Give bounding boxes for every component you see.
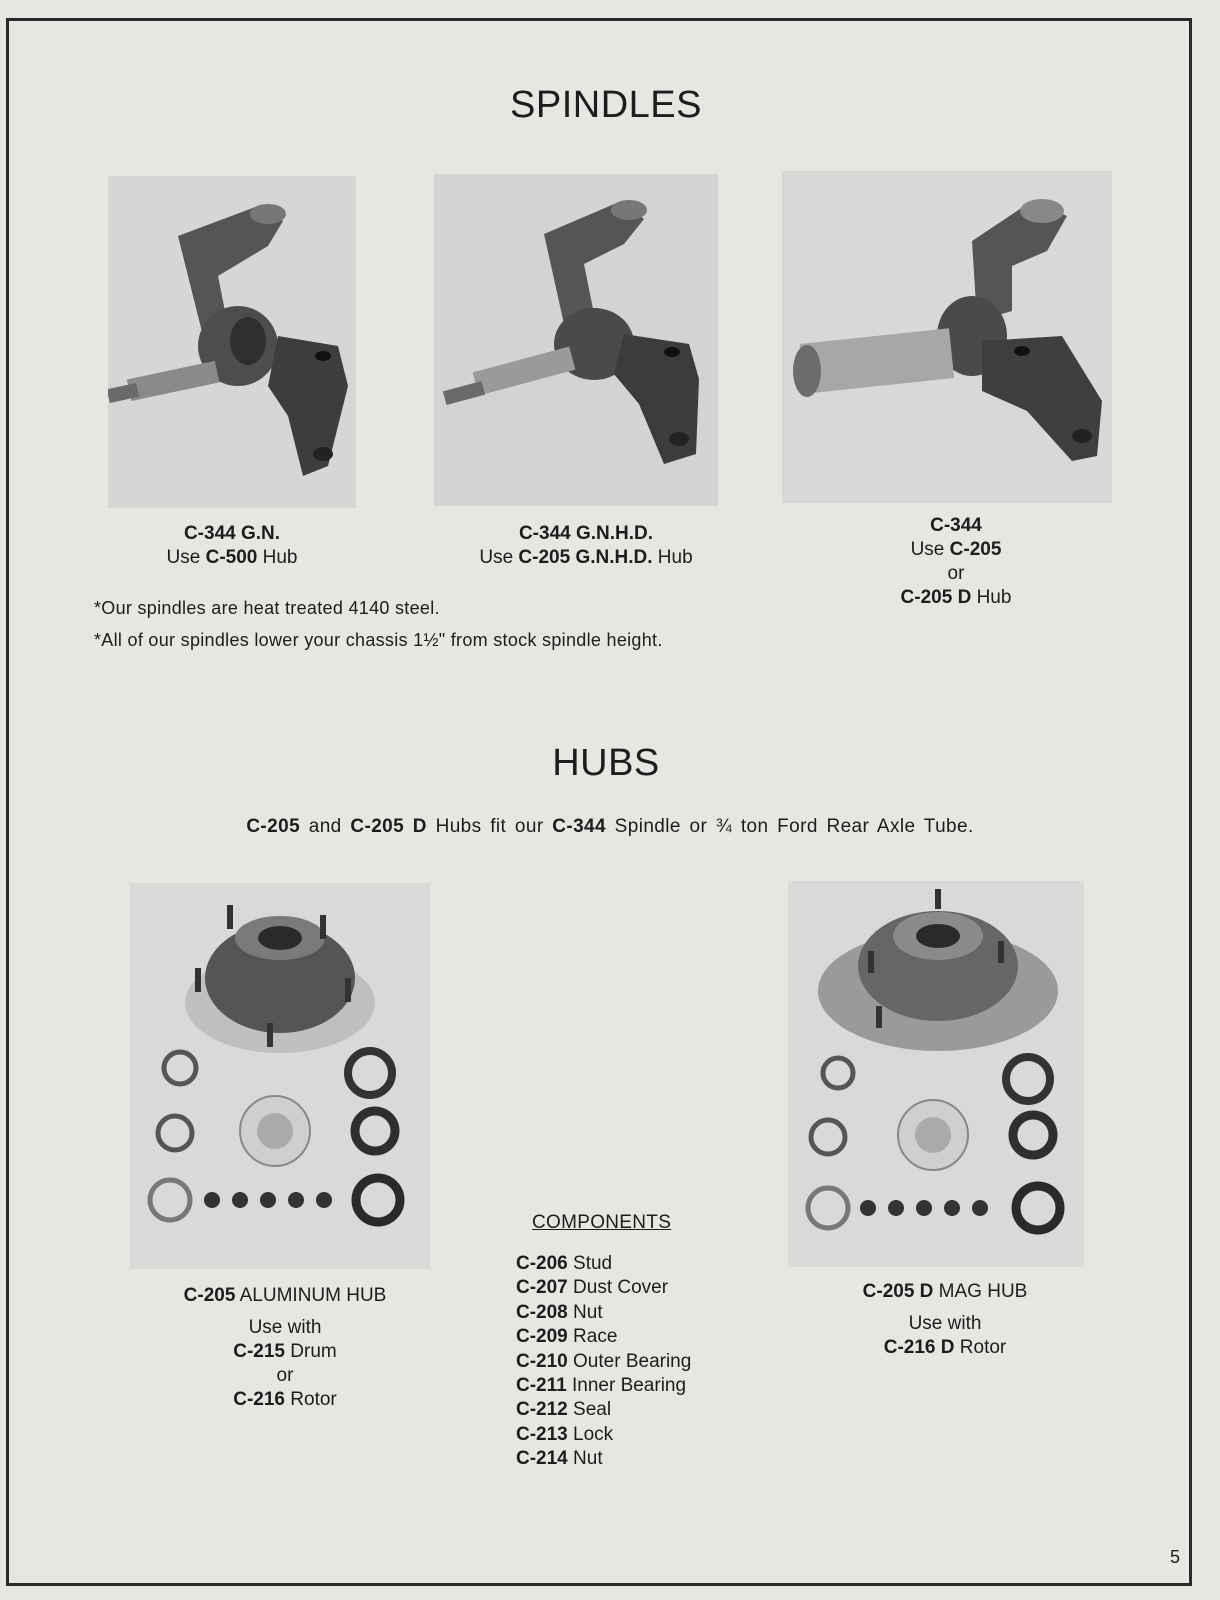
mag-hub-photo [788,881,1084,1267]
list-item: C-214 Nut [516,1448,603,1470]
hubs-title: HUBS [552,742,660,784]
list-item: C-207 Dust Cover [516,1277,669,1299]
page-number: 5 [1169,1547,1180,1567]
spindle-caption-gn: C-344 G.N. Use C-500 Hub [166,523,298,568]
part-number: C-344 G.N.H.D. [518,523,654,544]
part-number: C-344 [930,515,982,536]
part-number: C-344 G.N. [183,523,281,544]
components-list [516,1252,691,1472]
list-item: C-209 Race [516,1326,618,1348]
list-item: C-206 Stud [516,1253,613,1274]
list-item: C-210 Outer Bearing [516,1350,692,1372]
list-item: C-212 Seal [516,1399,612,1421]
mag-hub-caption: C-205 D MAG HUB Use with C-216 D Rotor [862,1281,1028,1358]
spindle-caption-c344: C-344 Use C-205 or C-205 D Hub [900,515,1012,608]
aluminum-hub-caption: C-205 ALUMINUM HUB Use with C-215 Drum or C-216 Rotor [183,1285,387,1410]
spindle-photo-gn [108,176,356,508]
spindles-title: SPINDLES [510,84,702,126]
hubs-fit-line: C-205 and C-205 D Hubs fit our C-344 Spindle or ¾ ton Ford Rear Axle Tube. [246,816,974,837]
list-item: C-213 Lock [516,1423,614,1445]
components-title: COMPONENTS [532,1212,672,1233]
spindle-note-lower: *All of our spindles lower your chassis 1½" from stock spindle height. [94,630,663,650]
list-item: C-211 Inner Bearing [516,1375,687,1397]
spindle-caption-gnhd: C-344 G.N.H.D. Use C-205 G.N.H.D. Hub [479,523,693,568]
aluminum-hub-photo [130,883,430,1269]
list-item: C-208 Nut [516,1301,603,1323]
spindle-note-steel: *Our spindles are heat treated 4140 steel. [94,598,440,618]
spindle-photo-gnhd [434,174,718,506]
spindle-photo-c344 [782,171,1112,503]
